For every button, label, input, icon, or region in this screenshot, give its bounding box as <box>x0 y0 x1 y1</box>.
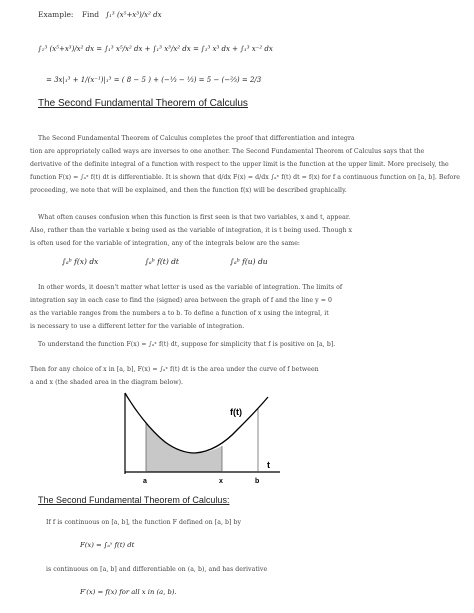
paragraph-line: integration say in each case to find the (signed) area between the graph of f and the line y = 0 <box>30 297 332 304</box>
paragraph-line: derivative of the definite integral of a function with respect to the upper limit is the function at the upper limit. More precisely, the <box>30 161 449 168</box>
paragraph-line: Then for any choice of x in [a, b], F(x) = ∫ₐˣ f(t) dt is the area under the curve of f between <box>30 366 319 373</box>
example-step1: ∫₁³ (x⁵+x³)/x² dx = ∫₁³ x⁵/x² dx + ∫₁³ x³/x² dx = ∫₁³ x³ dx + ∫₁³ x⁻² dx <box>38 45 273 53</box>
theorem-formula: F′(x) = f(x) for all x in (a, b). <box>80 588 177 596</box>
paragraph-line: is necessary to use a different letter for the variable of integration. <box>30 323 245 330</box>
example-step2: = 3x|₁³ + 1/(x⁻¹)|₁³ = ( 8 − 5 ) + (−⅓ − ⅓) = 5 − (−⅔) = 2/3 <box>46 76 262 84</box>
example-heading <box>38 10 162 19</box>
curve-label: f(t) <box>230 407 242 417</box>
integral-du: ∫ₐᵇ f(u) du <box>230 257 268 266</box>
theorem-line: If f is continuous on [a, b], the function F defined on [a, b] by <box>46 519 242 526</box>
tick-label-x: x <box>219 478 223 485</box>
tick-label-b: b <box>255 478 260 485</box>
tick-label-a: a <box>143 478 147 485</box>
paragraph-line: In other words, it doesn't matter what letter is used as the variable of integration. The limits of <box>38 284 343 291</box>
example-label: Example: <box>38 10 74 19</box>
paragraph-line: proceeding, we note that will be explained, and then the function f(x) will be described graphically. <box>30 187 347 194</box>
integral-dx: ∫ₐᵇ f(x) dx <box>62 257 99 266</box>
shaded-area <box>146 422 222 472</box>
paragraph-line: as the variable ranges from the numbers a to b. To define a function of x using the integral, it <box>30 310 329 317</box>
paragraph-line: What often causes confusion when this function is first seen is that two variables, x and t, appear. <box>38 214 351 221</box>
paragraph-line: is often used for the variable of integration, any of the integrals below are the same: <box>30 240 301 247</box>
example-find: Find <box>81 10 100 19</box>
paragraph-line: To understand the function F(x) = ∫ₐˣ f(t) dt, suppose for simplicity that f is positive on [a, b]. <box>38 341 336 348</box>
paragraph-line: tion are appropriately called ways are inverses to one another. The Second Fundamental Theorem of Calculus says that the <box>30 148 425 155</box>
section-heading: The Second Fundamental Theorem of Calculus <box>38 98 248 109</box>
area-under-curve-diagram <box>110 385 290 490</box>
paragraph-line: function F(x) = ∫ₐˣ f(t) dt is differentiable. It is shown that d/dx F(x) = d/dx ∫ₐˣ f(t) dt = f(x) for f a continuous function on [a, b]. Before <box>30 174 461 181</box>
example-integral: ∫₁³ (x⁵+x³)/x² dx <box>105 11 162 19</box>
theorem-heading: The Second Fundamental Theorem of Calculus: <box>38 495 230 505</box>
theorem-line: is continuous on [a, b] and differentiable on (a, b), and has derivative <box>46 566 268 573</box>
paragraph-line: Also, rather than the variable x being used as the variable of integration, it is t being used. Though x <box>30 227 353 234</box>
axis-label-t: t <box>267 460 270 470</box>
theorem-formula: F(x) = ∫ₐˣ f(t) dt <box>80 541 135 549</box>
paragraph-line: The Second Fundamental Theorem of Calculus completes the proof that differentiation and integra <box>38 135 355 142</box>
paragraph-line: a and x (the shaded area in the diagram below). <box>30 379 184 386</box>
integral-dt: ∫ₐᵇ f(t) dt <box>145 257 179 266</box>
